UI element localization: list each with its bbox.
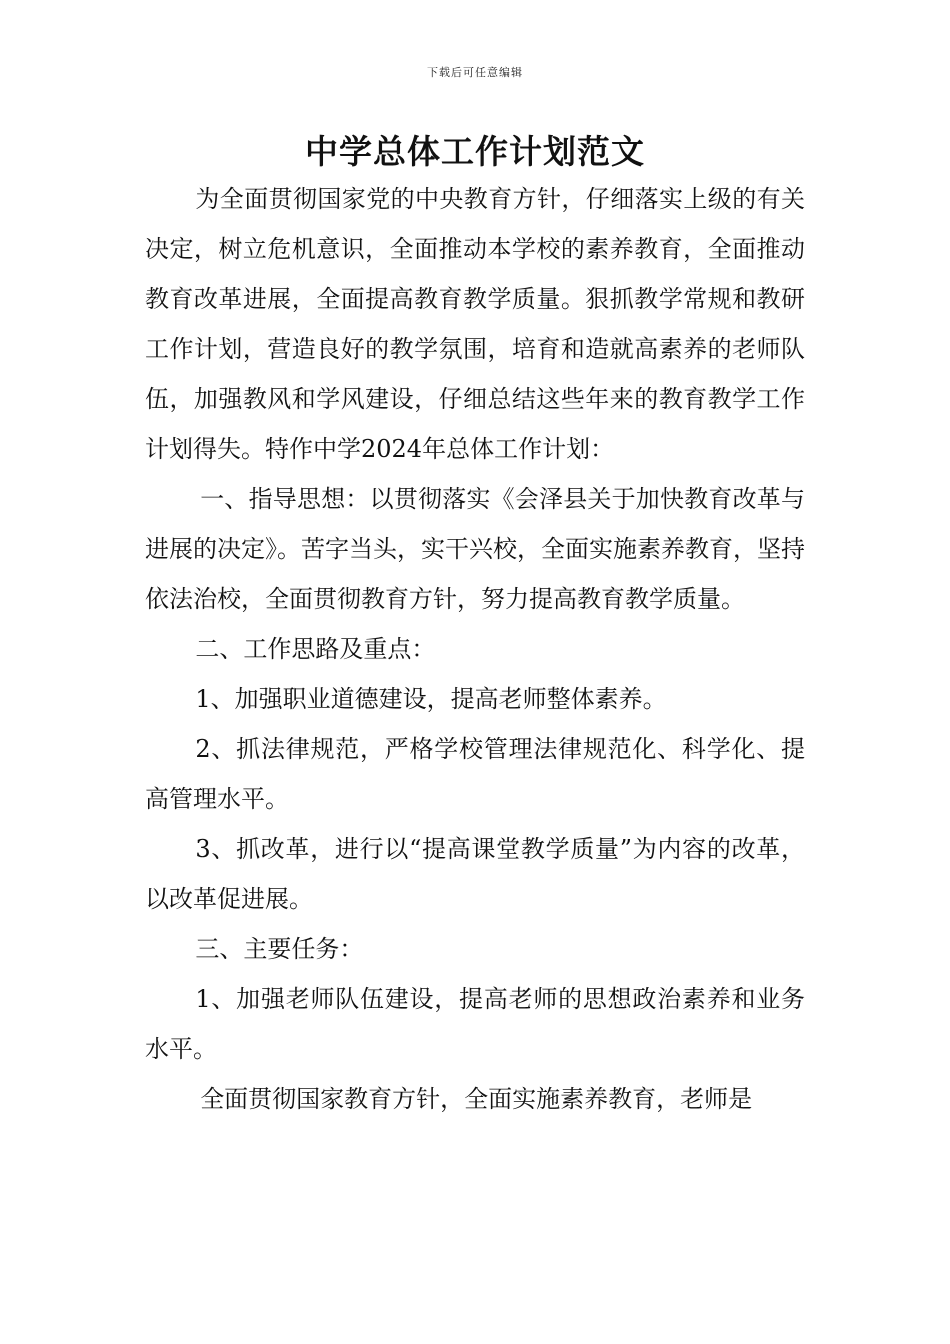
paragraph-item-3: 3、抓改革，进行以“提高课堂教学质量”为内容的改革，以改革促进展。 — [145, 835, 805, 913]
paragraph-item-2: 2、抓法律规范，严格学校管理法律规范化、科学化、提高管理水平。 — [145, 735, 805, 813]
paragraph-intro: 为全面贯彻国家党的中央教育方针，仔细落实上级的有关决定，树立危机意识，全面推动本学校的素养教育，全面推动教育改革进展，全面提高教育教学质量。狠抓教学常规和教研工作计划，营造良好的教学氛围，培育和造就高素养的老师队伍，加强教风和学风建设，仔细总结这些年来的教育教学工作计划得失。特作中学2024年总体工作计划： — [145, 185, 805, 463]
paragraph-section-two-heading: 二、工作思路及重点： — [195, 635, 436, 663]
paragraph-section-three-heading: 三、主要任务： — [195, 935, 364, 963]
paragraph-task-1: 1、加强老师队伍建设，提高老师的思想政治素养和业务水平。 — [145, 985, 805, 1063]
header-note: 下载后可任意编辑 — [427, 66, 523, 79]
paragraph-item-1: 1、加强职业道德建设，提高老师整体素养。 — [195, 685, 667, 713]
paragraph-guiding-thought: 一、指导思想：以贯彻落实《会泽县关于加快教育改革与进展的决定》。苦字当头，实干兴校，全面实施素养教育，坚持依法治校，全面贯彻教育方针，努力提高教育教学质量。 — [145, 485, 805, 613]
paragraph-continuation: 全面贯彻国家教育方针，全面实施素养教育，老师是 — [200, 1085, 753, 1113]
document-body — [145, 174, 805, 1124]
document-title: 中学总体工作计划范文 — [305, 132, 645, 171]
